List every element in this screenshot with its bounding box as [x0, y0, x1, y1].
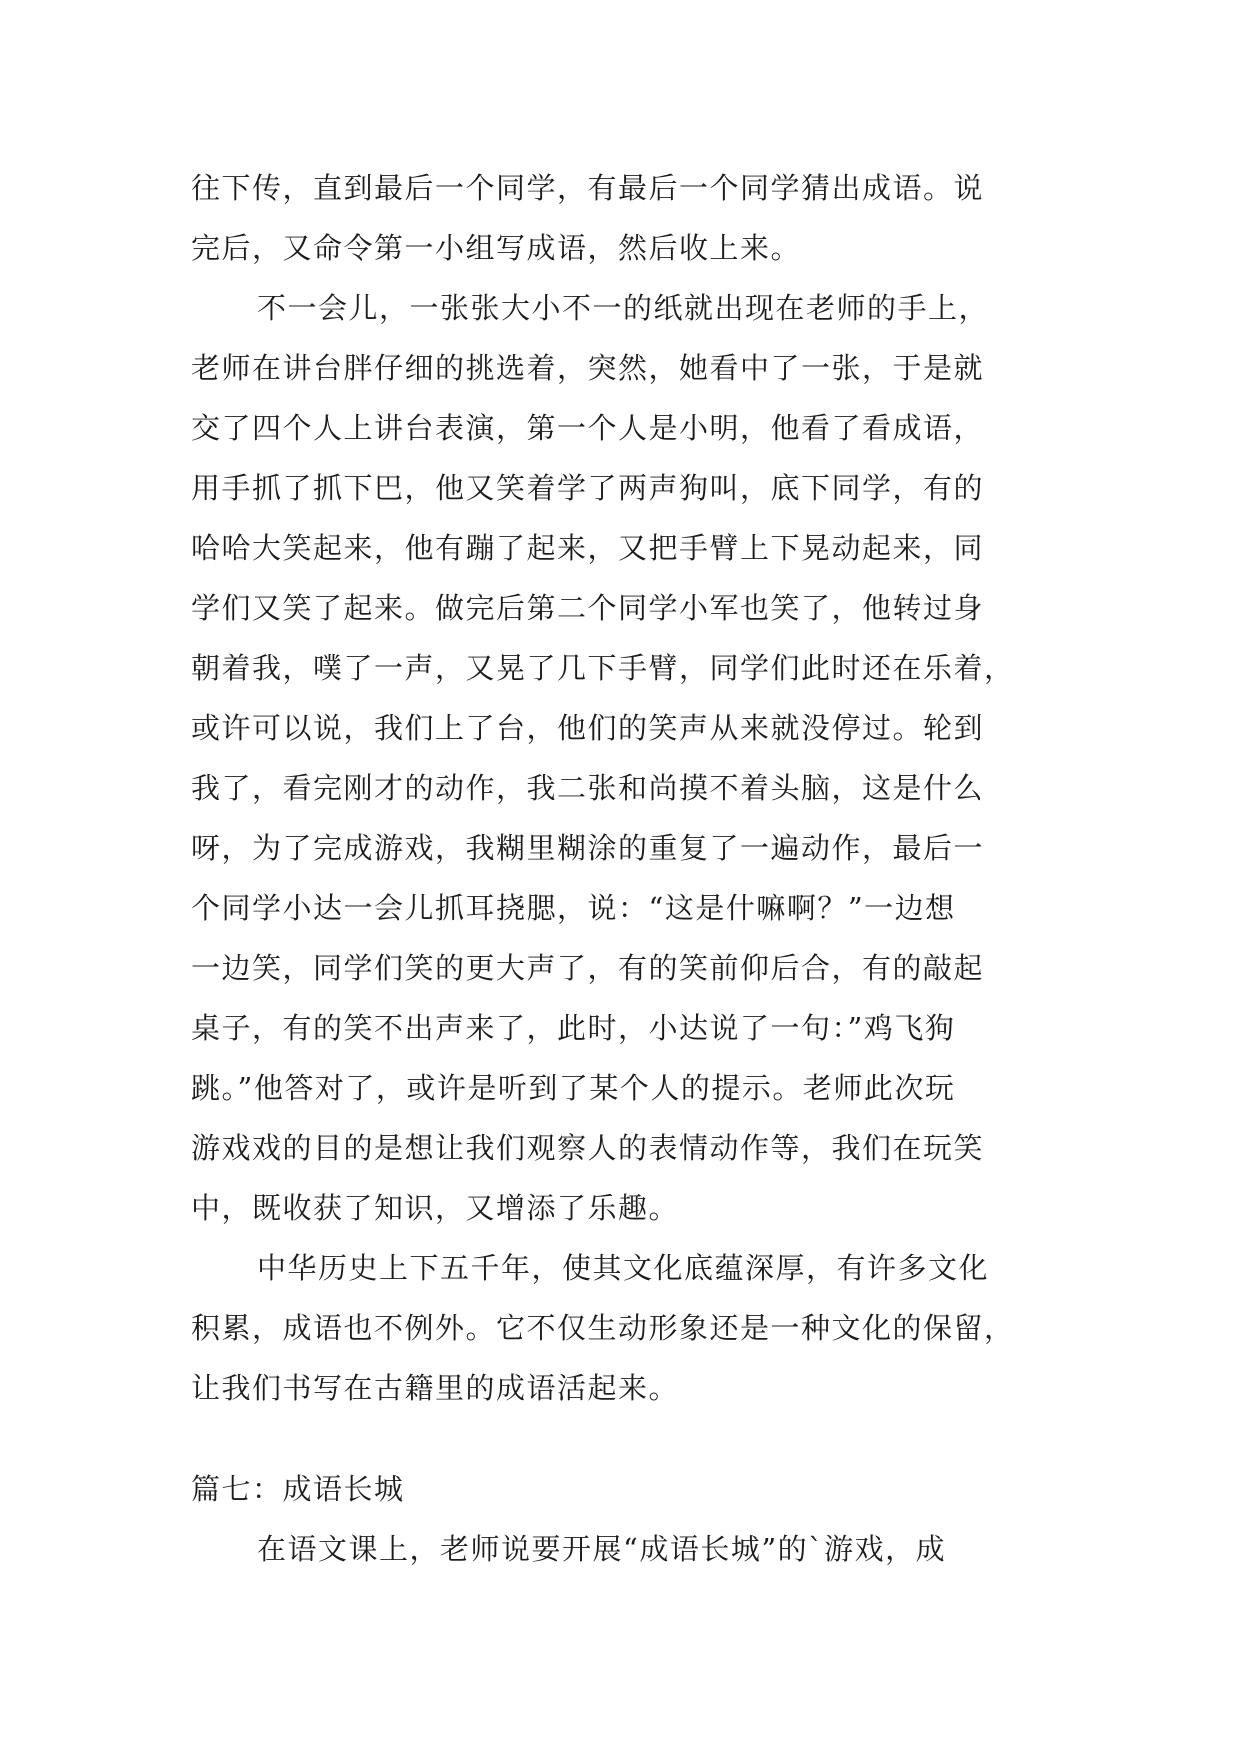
text-line: 跳。”他答对了，或许是听到了某个人的提示。老师此次玩: [191, 1071, 956, 1105]
text-line: 哈哈大笑起来，他有蹦了起来，又把手臂上下晃动起来，同: [191, 531, 985, 565]
text-line: 呀，为了完成游戏，我糊里糊涂的重复了一遍动作，最后一: [191, 831, 985, 865]
text-line: 学们又笑了起来。做完后第二个同学小军也笑了，他转过身: [191, 591, 985, 625]
text-line: 桌子，有的笑不出声来了，此时，小达说了一句：”鸡飞狗: [191, 1011, 956, 1045]
text-line: 积累，成语也不例外。它不仅生动形象还是一种文化的保留，: [191, 1311, 1015, 1345]
paragraph-start-line: 在语文课上，老师说要开展“成语长城”的`游戏，成: [257, 1532, 947, 1566]
text-line: 往下传，直到最后一个同学，有最后一个同学猜出成语。说: [191, 171, 985, 205]
text-line: 中，既收获了知识，又增添了乐趣。: [191, 1191, 680, 1225]
text-line: 一边笑，同学们笑的更大声了，有的笑前仰后合，有的敲起: [191, 951, 985, 985]
text-line: 交了四个人上讲台表演，第一个人是小明，他看了看成语，: [191, 411, 985, 445]
text-line: 老师在讲台胖仔细的挑选着，突然，她看中了一张，于是就: [191, 351, 985, 385]
text-line: 个同学小达一会儿抓耳挠腮，说：“这是什嘛啊？”一边想: [191, 891, 956, 925]
paragraph-start-line: 中华历史上下五千年，使其文化底蕴深厚，有许多文化: [257, 1251, 990, 1285]
text-line: 完后，又命令第一小组写成语，然后收上来。: [191, 231, 802, 265]
text-line: 朝着我，噗了一声，又晃了几下手臂，同学们此时还在乐着，: [191, 651, 1015, 685]
text-line: 我了，看完刚才的动作，我二张和尚摸不着头脑，这是什么: [191, 771, 985, 805]
text-line: 用手抓了抓下巴，他又笑着学了两声狗叫，底下同学，有的: [191, 471, 985, 505]
section-heading: 篇七：成语长城: [191, 1472, 405, 1506]
text-line: 游戏戏的目的是想让我们观察人的表情动作等，我们在玩笑: [191, 1131, 985, 1165]
text-line: 或许可以说，我们上了台，他们的笑声从来就没停过。轮到: [191, 711, 985, 745]
paragraph-start-line: 不一会儿，一张张大小不一的纸就出现在老师的手上，: [257, 291, 990, 325]
text-line: 让我们书写在古籍里的成语活起来。: [191, 1371, 680, 1405]
document-body: [191, 158, 1061, 1579]
section-spacer: [191, 1418, 1061, 1459]
